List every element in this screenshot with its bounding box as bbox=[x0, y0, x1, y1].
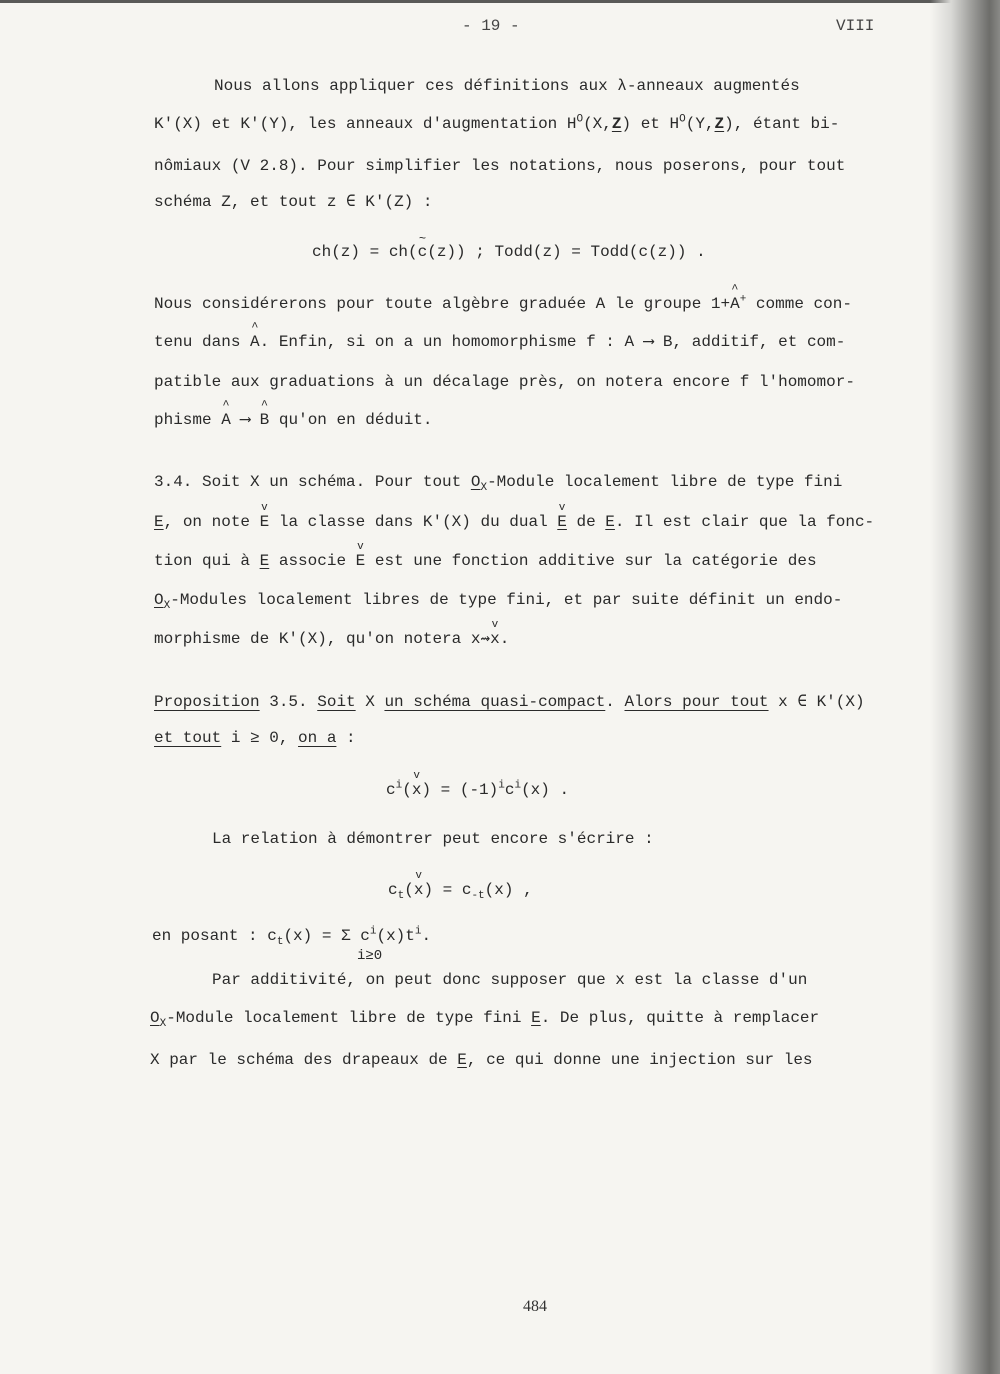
text-line: patible aux graduations à un décalage près, on notera encore f l'homomor- bbox=[154, 373, 855, 391]
text-line: Nous allons appliquer ces définitions aux λ-anneaux augmentés bbox=[214, 77, 800, 95]
proposition-heading: Proposition 3.5. Soit X un schéma quasi-compact. Alors pour tout x ∈ K'(X) bbox=[154, 693, 865, 711]
text-line: nômiaux (V 2.8). Pour simplifier les notations, nous poserons, pour tout bbox=[154, 157, 846, 175]
text-line: $O_X$-Modules localement libres de type fini, et par suite définit un endo- bbox=[154, 591, 843, 613]
formula-proposition: $c^i(v$ $x) = (-1)^ic^i(x)$ . bbox=[386, 780, 569, 800]
text-line: Par additivité, on peut donc supposer que x est la classe d'un bbox=[212, 971, 808, 989]
text-line: $O_X$-Module localement libre de type fini E. De plus, quitte à remplacer bbox=[150, 1009, 820, 1031]
text-line: La relation à démontrer peut encore s'écrire : bbox=[212, 830, 654, 848]
text-line: tion qui à E associe v E est une fonction additive sur la catégorie des bbox=[154, 551, 817, 571]
text-line: X par le schéma des drapeaux de E, ce qui donne une injection sur les bbox=[150, 1051, 813, 1069]
section-marker: VIII bbox=[836, 17, 875, 35]
text-line: et tout i ≥ 0, on a : bbox=[154, 729, 356, 747]
text-line: K'(X) et K'(Y), les anneaux d'augmentation $H^O(X,Z)$ et $H^O(Y,Z)$, étant bi- bbox=[154, 113, 840, 133]
text-line: phisme ^ A ⟶ ^ B qu'on en déduit. bbox=[154, 410, 433, 430]
formula-ch-todd: ch(z) = ch(~ c(z)) ; Todd(z) = Todd(c(z)) . bbox=[312, 242, 706, 262]
formula-ct: $c_t(v$ $x) = c_{-t}(x)$ , bbox=[388, 880, 533, 900]
text-line: E, on note v E la classe dans K'(X) du dual v E de E. Il est clair que la fonc- bbox=[154, 512, 874, 532]
text-line: 3.4. Soit X un schéma. Pour tout $O_X$-Module localement libre de type fini bbox=[154, 473, 843, 495]
page-number: 484 bbox=[523, 1298, 547, 1315]
text-line: schéma Z, et tout z ∈ K'(Z) : bbox=[154, 193, 433, 211]
scan-top-edge bbox=[0, 0, 1000, 3]
text-line: Nous considérerons pour toute algèbre graduée A le groupe 1+^ A+ comme con- bbox=[154, 294, 852, 314]
sum-index: i≥0 bbox=[357, 948, 383, 964]
text-line: tenu dans ^ A. Enfin, si on a un homomorphisme f : A ⟶ B, additif, et com- bbox=[154, 332, 845, 352]
scan-shadow-edge bbox=[930, 0, 1000, 1374]
formula-ct-definition: en posant : $c_t(x) = \Sigma$ $c^i(x)t^i$. bbox=[152, 925, 432, 949]
text-line: morphisme de K'(X), qu'on notera x⇝v x. bbox=[154, 629, 509, 649]
page-marker: - 19 - bbox=[462, 17, 520, 35]
